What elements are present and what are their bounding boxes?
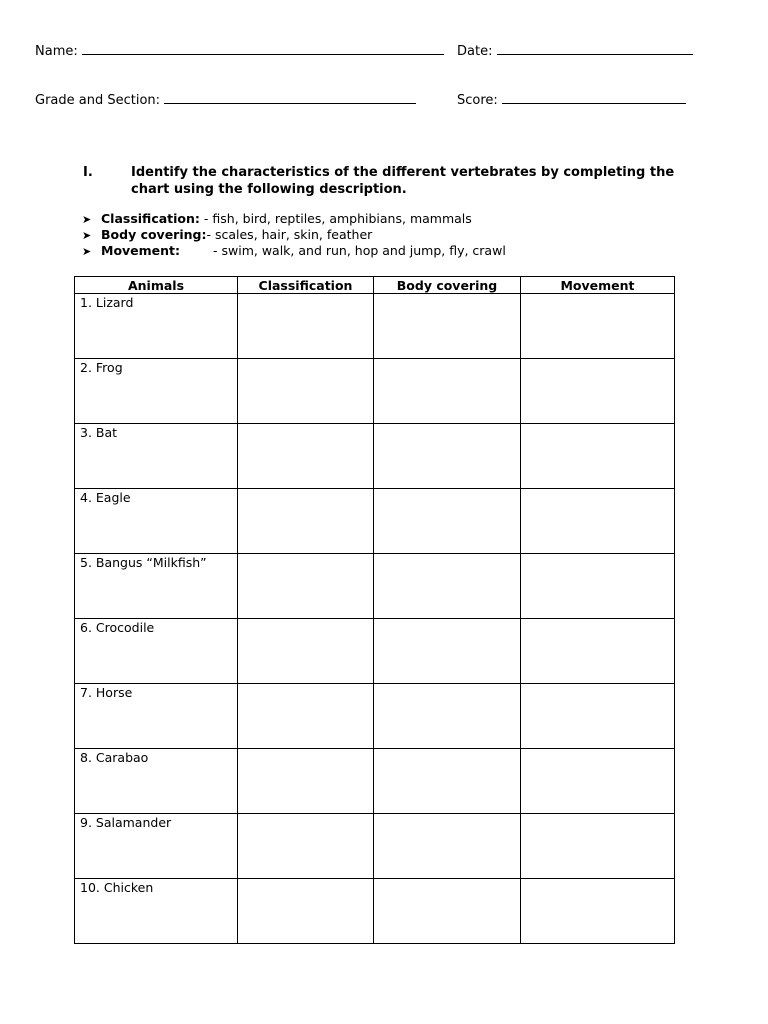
animal-cell: 3. Bat (75, 424, 238, 489)
arrow-bullet-icon: ➤ (82, 213, 92, 226)
classification-cell[interactable] (238, 684, 374, 749)
description-value: - scales, hair, skin, feather (206, 227, 373, 242)
classification-cell[interactable] (238, 619, 374, 684)
classification-cell[interactable] (238, 879, 374, 944)
body-covering-cell[interactable] (374, 359, 521, 424)
movement-cell[interactable] (521, 554, 675, 619)
header-body-covering: Body covering (374, 277, 521, 294)
name-label: Name: (35, 44, 78, 59)
table-row (75, 554, 675, 619)
vertebrates-chart (74, 276, 675, 944)
description-value: - swim, walk, and run, hop and jump, fly, crawl (213, 243, 506, 258)
body-covering-cell[interactable] (374, 294, 521, 359)
body-covering-cell[interactable] (374, 554, 521, 619)
table-row (75, 294, 675, 359)
classification-cell[interactable] (238, 424, 374, 489)
movement-cell[interactable] (521, 749, 675, 814)
movement-cell[interactable] (521, 619, 675, 684)
movement-cell[interactable] (521, 424, 675, 489)
score-blank[interactable] (502, 91, 686, 104)
animal-cell: 2. Frog (75, 359, 238, 424)
arrow-bullet-icon: ➤ (82, 245, 92, 258)
body-covering-cell[interactable] (374, 879, 521, 944)
grade-line (35, 91, 416, 109)
animal-cell: 5. Bangus “Milkfish” (75, 554, 238, 619)
table-row (75, 879, 675, 944)
classification-cell[interactable] (238, 554, 374, 619)
animal-cell: 9. Salamander (75, 814, 238, 879)
header-animals: Animals (75, 277, 238, 294)
name-blank[interactable] (82, 42, 444, 55)
description-classification (82, 211, 472, 228)
table-row (75, 684, 675, 749)
date-blank[interactable] (497, 42, 693, 55)
table-row (75, 619, 675, 684)
animal-cell: 10. Chicken (75, 879, 238, 944)
body-covering-cell[interactable] (374, 684, 521, 749)
body-covering-cell[interactable] (374, 424, 521, 489)
score-line (457, 91, 686, 109)
grade-blank[interactable] (164, 91, 416, 104)
classification-cell[interactable] (238, 749, 374, 814)
classification-cell[interactable] (238, 814, 374, 879)
date-label: Date: (457, 44, 493, 59)
description-key: Movement: (101, 243, 181, 258)
body-covering-cell[interactable] (374, 489, 521, 554)
header-classification: Classification (238, 277, 374, 294)
classification-cell[interactable] (238, 359, 374, 424)
body-covering-cell[interactable] (374, 619, 521, 684)
movement-cell[interactable] (521, 879, 675, 944)
movement-cell[interactable] (521, 684, 675, 749)
body-covering-cell[interactable] (374, 749, 521, 814)
description-key: Classification: (101, 211, 200, 226)
name-line (35, 42, 444, 60)
table-header-row (75, 277, 675, 294)
animal-cell: 8. Carabao (75, 749, 238, 814)
animal-cell: 1. Lizard (75, 294, 238, 359)
description-key: Body covering: (101, 227, 207, 242)
body-covering-cell[interactable] (374, 814, 521, 879)
movement-cell[interactable] (521, 489, 675, 554)
movement-cell[interactable] (521, 814, 675, 879)
table-row (75, 814, 675, 879)
description-value: - fish, bird, reptiles, amphibians, mammals (199, 211, 472, 226)
description-movement (82, 243, 506, 260)
table-row (75, 489, 675, 554)
table-row (75, 749, 675, 814)
arrow-bullet-icon: ➤ (82, 229, 92, 242)
animal-cell: 4. Eagle (75, 489, 238, 554)
movement-cell[interactable] (521, 359, 675, 424)
animal-cell: 6. Crocodile (75, 619, 238, 684)
instruction-number: I. (83, 165, 93, 180)
score-label: Score: (457, 93, 498, 108)
classification-cell[interactable] (238, 489, 374, 554)
grade-label: Grade and Section: (35, 93, 161, 108)
header-movement: Movement (521, 277, 675, 294)
date-line (457, 42, 693, 60)
table-row (75, 359, 675, 424)
table-row (75, 424, 675, 489)
instruction-text: Identify the characteristics of the different vertebrates by completing the chart using the following description. (131, 165, 675, 197)
movement-cell[interactable] (521, 294, 675, 359)
classification-cell[interactable] (238, 294, 374, 359)
animal-cell: 7. Horse (75, 684, 238, 749)
description-body-covering (82, 227, 372, 244)
